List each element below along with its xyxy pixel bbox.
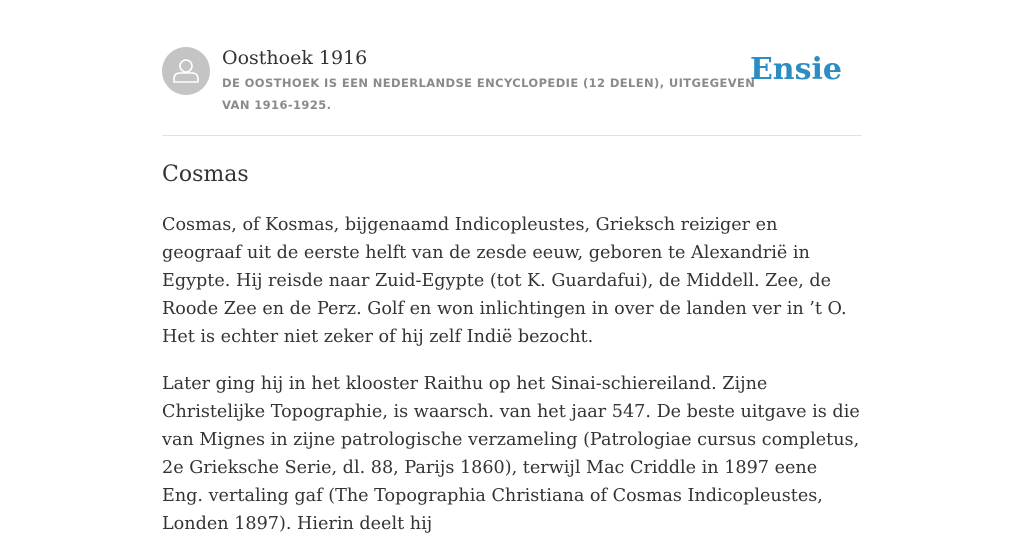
article-body bbox=[162, 211, 862, 557]
source-description: DE OOSTHOEK IS EEN NEDERLANDSE ENCYCLOPEDIE (12 DELEN), UITGEGEVEN VAN 1916-1925. bbox=[222, 76, 756, 112]
source-header bbox=[162, 46, 862, 136]
header-divider bbox=[162, 135, 862, 136]
article-paragraph: Later ging hij in het klooster Raithu op het Sinai-schiereiland. Zijne Christelijke Topographie, is waarsch. van het jaar 547. De beste uitgave is die van Mignes in zijne patrologische verzameling (Patrologiae cursus completus, 2e Grieksche Serie, dl. 88, Parijs 1860), terwijl Mac Criddle in 1897 eene Eng. vertaling gaf (The Topographia Christiana of Cosmas Indicopleustes, Londen 1897). Hierin deelt hij bbox=[162, 374, 860, 534]
user-icon-graphic bbox=[162, 47, 210, 95]
source-title[interactable]: Oosthoek 1916 bbox=[222, 47, 368, 69]
ensie-logo[interactable]: Ensie bbox=[749, 52, 842, 87]
article-paragraph: Cosmas, of Kosmas, bijgenaamd Indicopleustes, Grieksch reiziger en geograaf uit de eerste helft van de zesde eeuw, geboren te Alexandrië in Egypte. Hij reisde naar Zuid-Egypte (tot K. Guardafui), de Middell. Zee, de Roode Zee en de Perz. Golf en won inlichtingen in over de landen ver in ’t O. Het is echter niet zeker of hij zelf Indië bezocht. bbox=[162, 215, 847, 347]
user-icon[interactable] bbox=[162, 47, 210, 95]
article-title: Cosmas bbox=[162, 162, 249, 187]
